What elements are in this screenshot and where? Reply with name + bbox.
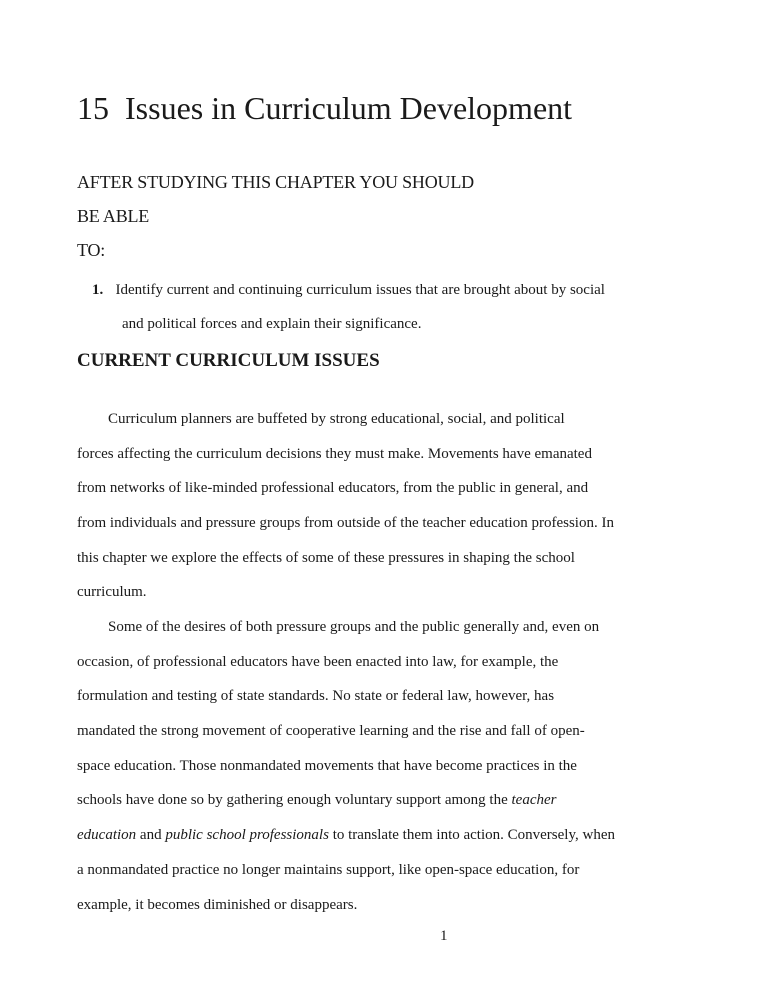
text-run: to translate them into action. Conversely, when bbox=[328, 827, 615, 844]
paragraph-line bbox=[77, 818, 615, 853]
paragraph-line: Curriculum planners are buffeted by strong educational, social, and political bbox=[108, 411, 565, 427]
chapter-title bbox=[77, 88, 572, 128]
paragraph-line: formulation and testing of state standards. No state or federal law, however, has bbox=[77, 688, 555, 705]
italic-text: public school professionals bbox=[165, 827, 329, 844]
paragraph-line: example, it becomes diminished or disappears. bbox=[77, 896, 358, 913]
chapter-title-text: Issues in Curriculum Development bbox=[125, 90, 573, 126]
paragraph-line: from individuals and pressure groups from outside of the teacher education profession. In bbox=[77, 515, 614, 532]
paragraph-line: from networks of like-minded professional educators, from the public in general, and bbox=[77, 480, 589, 497]
chapter-number: 15 bbox=[77, 90, 109, 126]
section-heading: CURRENT CURRICULUM ISSUES bbox=[77, 350, 380, 371]
objective-text-line2: and political forces and explain their significance. bbox=[122, 316, 422, 332]
italic-text: teacher bbox=[511, 792, 557, 809]
text-run: schools have done so by gathering enough voluntary support among the bbox=[77, 792, 512, 809]
paragraph-line: a nonmandated practice no longer maintains support, like open-space education, for bbox=[77, 861, 580, 878]
objectives-heading-line1: AFTER STUDYING THIS CHAPTER YOU SHOULD BE ABLE bbox=[77, 172, 474, 226]
italic-text: education bbox=[77, 827, 137, 844]
text-run: and bbox=[136, 827, 166, 844]
objectives-heading-line2: TO: bbox=[77, 240, 106, 260]
page-number: 1 bbox=[440, 928, 448, 944]
objective-number: 1. bbox=[92, 282, 104, 298]
paragraph-line: space education. Those nonmandated movements that have become practices in the bbox=[77, 757, 577, 774]
objective-text-line1: Identify current and continuing curriculum issues that are brought about by social bbox=[115, 282, 605, 298]
objective-item bbox=[92, 273, 652, 341]
objectives-heading bbox=[77, 165, 497, 267]
paragraph-line: occasion, of professional educators have been enacted into law, for example, the bbox=[77, 653, 559, 670]
paragraph-line: mandated the strong movement of cooperative learning and the rise and fall of open- bbox=[77, 723, 585, 740]
paragraph-2 bbox=[77, 610, 615, 922]
paragraph-line bbox=[77, 783, 557, 818]
paragraph-line: forces affecting the curriculum decisions they must make. Movements have emanated bbox=[77, 445, 592, 462]
paragraph-line: Some of the desires of both pressure groups and the public generally and, even on bbox=[108, 619, 600, 635]
paragraph-line: curriculum. bbox=[77, 584, 147, 601]
paragraph-1 bbox=[77, 402, 614, 610]
paragraph-line: this chapter we explore the effects of some of these pressures in shaping the school bbox=[77, 549, 575, 566]
